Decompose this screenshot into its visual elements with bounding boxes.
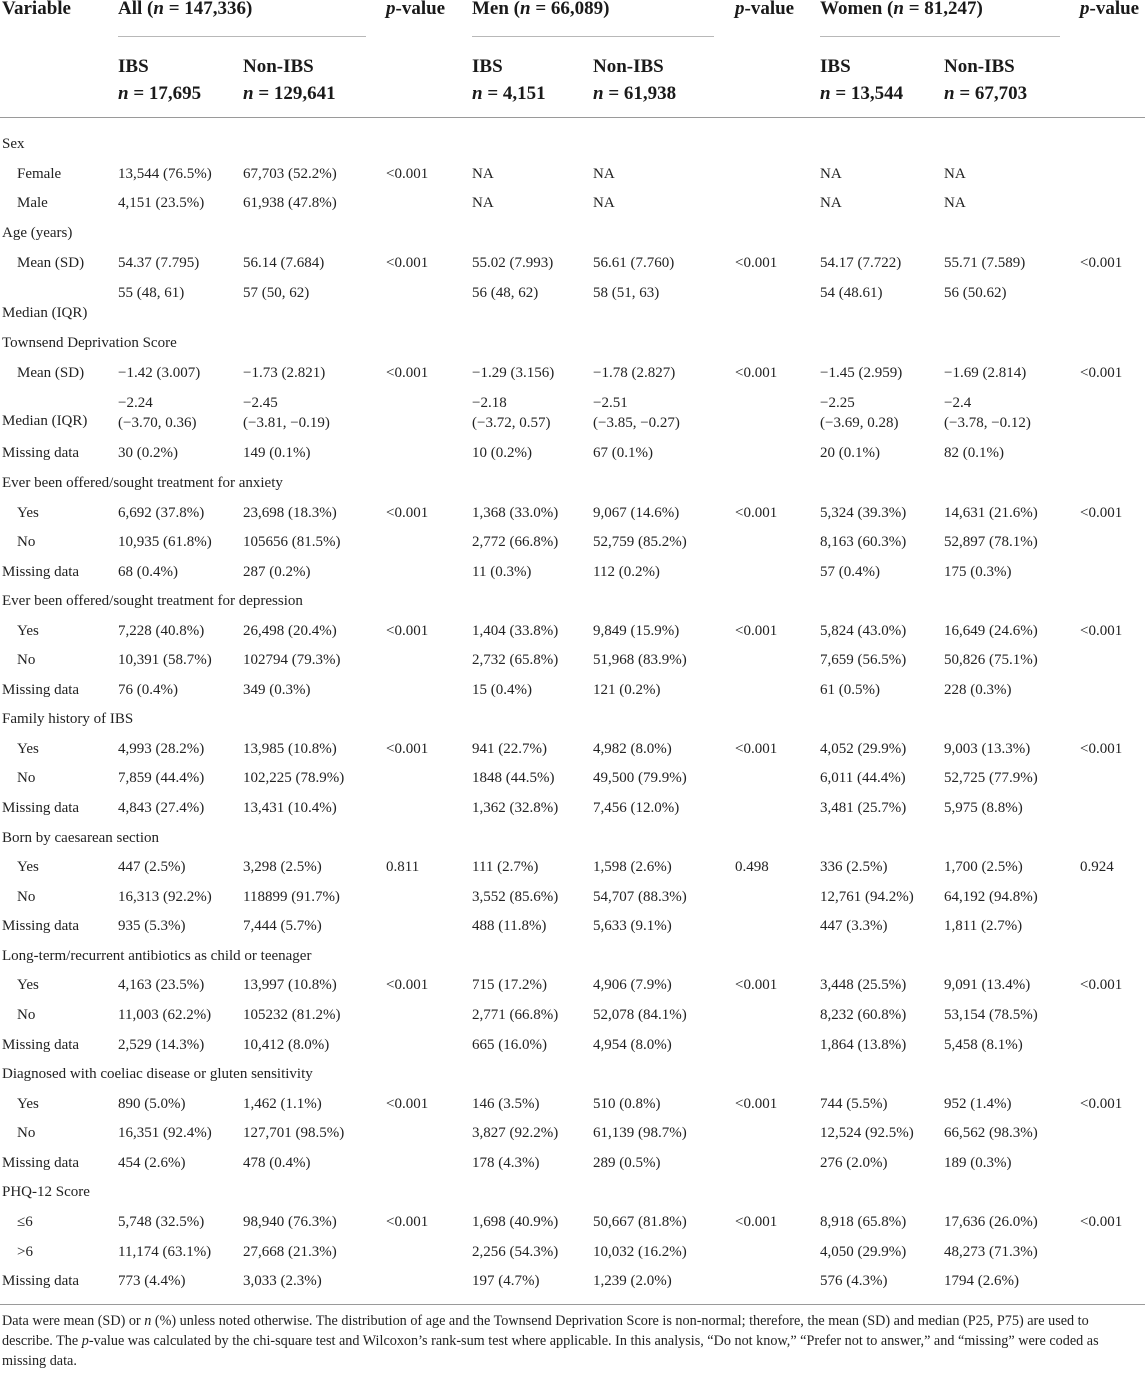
row-label: Missing data [2,800,80,816]
header-women: Women (n = 81,247) [820,0,983,19]
table-cell: 3,827 (92.2%) [472,1125,559,1141]
table-cell: 4,843 (27.4%) [118,800,205,816]
table-cell: 665 (16.0%) [472,1037,547,1053]
table-cell: 54 (48.61) [820,285,883,301]
p-value-cell: <0.001 [386,1096,429,1112]
table-cell: 56 (50.62) [944,285,1007,301]
table-cell: −1.78 (2.827) [593,365,676,381]
table-cell: 576 (4.3%) [820,1273,888,1289]
table-cell: (−3.81, −0.19) [243,415,330,431]
table-cell: 55 (48, 61) [118,285,185,301]
table-cell: NA [593,166,615,182]
table-cell: −1.69 (2.814) [944,365,1027,381]
p-value-cell: <0.001 [1080,1214,1123,1230]
row-label: >6 [17,1244,33,1260]
table-cell: 178 (4.3%) [472,1155,540,1171]
table-cell: 149 (0.1%) [243,445,311,461]
table-cell: 17,636 (26.0%) [944,1214,1038,1230]
table-cell: 941 (22.7%) [472,741,547,757]
table-cell: 1,598 (2.6%) [593,859,672,875]
table-cell: 66,562 (98.3%) [944,1125,1038,1141]
table-cell: 9,849 (15.9%) [593,623,680,639]
table-cell: 4,954 (8.0%) [593,1037,672,1053]
row-label: Mean (SD) [17,365,85,381]
table-cell: 228 (0.3%) [944,682,1012,698]
table-cell: 14,631 (21.6%) [944,505,1038,521]
table-cell: 4,993 (28.2%) [118,741,205,757]
table-cell: 52,759 (85.2%) [593,534,687,550]
table-cell: 102,225 (78.9%) [243,770,345,786]
table-cell: 13,985 (10.8%) [243,741,337,757]
table-cell: 127,701 (98.5%) [243,1125,345,1141]
table-cell: 20 (0.1%) [820,445,880,461]
table-cell: NA [472,166,494,182]
table-cell: 67,703 (52.2%) [243,166,337,182]
table-cell: 111 (2.7%) [472,859,539,875]
table-cell: 27,668 (21.3%) [243,1244,337,1260]
table-cell: −2.24 [118,395,153,411]
table-cell: NA [593,195,615,211]
table-cell: 5,748 (32.5%) [118,1214,205,1230]
p-value-cell: <0.001 [386,365,429,381]
table-cell: 13,431 (10.4%) [243,800,337,816]
table-cell: −2.18 [472,395,507,411]
p-value-cell: <0.001 [386,977,429,993]
table-cell: 68 (0.4%) [118,564,178,580]
table-cell: 1,462 (1.1%) [243,1096,322,1112]
table-cell: 55.71 (7.589) [944,255,1026,271]
row-label: Yes [17,1096,39,1112]
table-cell: 61,139 (98.7%) [593,1125,687,1141]
table-cell: 447 (3.3%) [820,918,888,934]
subheader-men-non-ibs: Non-IBS n = 61,938 [593,56,677,104]
table-cell: 52,897 (78.1%) [944,534,1038,550]
table-cell: 54.17 (7.722) [820,255,902,271]
row-label: Yes [17,859,39,875]
table-cell: 715 (17.2%) [472,977,547,993]
table-cell: 7,859 (44.4%) [118,770,205,786]
row-label: No [17,770,36,786]
table-cell: 5,324 (39.3%) [820,505,907,521]
table-cell: 13,997 (10.8%) [243,977,337,993]
table-cell: 2,256 (54.3%) [472,1244,559,1260]
row-label: Yes [17,623,39,639]
table-cell: 64,192 (94.8%) [944,889,1038,905]
row-label: Median (IQR) [2,413,88,429]
table-cell: 23,698 (18.3%) [243,505,337,521]
table-cell: 76 (0.4%) [118,682,178,698]
header-p-value-women: p-value [1080,0,1140,19]
table-cell: 56.14 (7.684) [243,255,325,271]
table-cell: 4,906 (7.9%) [593,977,672,993]
table-cell: 1794 (2.6%) [944,1273,1019,1289]
table-cell: 8,163 (60.3%) [820,534,907,550]
table-cell: 61 (0.5%) [820,682,880,698]
row-section-label: Ever been offered/sought treatment for depression [2,593,303,609]
table-cell: 57 (50, 62) [243,285,310,301]
table-cell: 16,351 (92.4%) [118,1125,212,1141]
group-underline-women [820,36,1060,37]
row-label: Male [17,195,48,211]
table-cell: 1,404 (33.8%) [472,623,559,639]
table-cell: 478 (0.4%) [243,1155,311,1171]
table-cell: (−3.78, −0.12) [944,415,1031,431]
table-cell: (−3.70, 0.36) [118,415,197,431]
table-cell: 7,659 (56.5%) [820,652,907,668]
table-cell: −1.29 (3.156) [472,365,555,381]
table-cell: 5,458 (8.1%) [944,1037,1023,1053]
p-value-cell: <0.001 [735,977,778,993]
p-value-cell: <0.001 [735,365,778,381]
table-cell: 935 (5.3%) [118,918,186,934]
header-p-value-men: p-value [735,0,795,19]
header-rule [0,117,1145,118]
p-value-cell: <0.001 [735,505,778,521]
row-section-label: Long-term/recurrent antibiotics as child or teenager [2,948,312,964]
table-cell: 82 (0.1%) [944,445,1004,461]
table-cell: 50,826 (75.1%) [944,652,1038,668]
table-cell: 4,982 (8.0%) [593,741,672,757]
table-cell: 890 (5.0%) [118,1096,186,1112]
table-cell: 349 (0.3%) [243,682,311,698]
row-label: Missing data [2,1037,80,1053]
table-cell: 54,707 (88.3%) [593,889,687,905]
table-cell: 4,163 (23.5%) [118,977,205,993]
table-cell: −1.42 (3.007) [118,365,201,381]
table-cell: 3,552 (85.6%) [472,889,559,905]
row-label: Missing data [2,1155,80,1171]
table-cell: 55.02 (7.993) [472,255,554,271]
table-cell: 8,918 (65.8%) [820,1214,907,1230]
header-variable: Variable [2,0,71,19]
row-label: Female [17,166,62,182]
subheader-all-non-ibs: Non-IBS n = 129,641 [243,56,336,104]
table-cell: 276 (2.0%) [820,1155,888,1171]
table-cell: 11,174 (63.1%) [118,1244,212,1260]
p-value-cell: <0.001 [1080,1096,1123,1112]
table-cell: 744 (5.5%) [820,1096,888,1112]
table-cell: 16,313 (92.2%) [118,889,212,905]
row-label: Missing data [2,682,80,698]
table-cell: 26,498 (20.4%) [243,623,337,639]
table-cell: 7,444 (5.7%) [243,918,322,934]
table-cell: 105656 (81.5%) [243,534,341,550]
table-cell: 10,412 (8.0%) [243,1037,330,1053]
subheader-women-non-ibs: Non-IBS n = 67,703 [944,56,1028,104]
table-cell: 67 (0.1%) [593,445,653,461]
table-cell: 4,151 (23.5%) [118,195,205,211]
footer-rule [0,1304,1145,1305]
table-cell: 6,011 (44.4%) [820,770,906,786]
table-cell: 10,032 (16.2%) [593,1244,687,1260]
row-label: Yes [17,977,39,993]
table-cell: 57 (0.4%) [820,564,880,580]
row-section-label: Townsend Deprivation Score [2,335,177,351]
p-value-cell: 0.498 [735,859,769,875]
row-section-label: PHQ-12 Score [2,1184,90,1200]
table-cell: −1.73 (2.821) [243,365,326,381]
table-cell: −1.45 (2.959) [820,365,903,381]
table-cell: 952 (1.4%) [944,1096,1012,1112]
table-cell: 2,772 (66.8%) [472,534,559,550]
table-cell: −2.4 [944,395,972,411]
p-value-cell: <0.001 [386,505,429,521]
table-cell: −2.51 [593,395,628,411]
table-cell: 9,091 (13.4%) [944,977,1031,993]
p-value-cell: <0.001 [386,623,429,639]
row-section-label: Age (years) [2,225,73,241]
table-cell: 1,811 (2.7%) [944,918,1023,934]
table-cell: (−3.85, −0.27) [593,415,680,431]
table-cell: 98,940 (76.3%) [243,1214,337,1230]
table-cell: (−3.69, 0.28) [820,415,899,431]
p-value-cell: <0.001 [1080,365,1123,381]
table-cell: 197 (4.7%) [472,1273,540,1289]
table-cell: 488 (11.8%) [472,918,547,934]
table-cell: 3,298 (2.5%) [243,859,322,875]
row-label: No [17,1125,36,1141]
group-underline-men [472,36,714,37]
table-cell: NA [472,195,494,211]
table-cell: 189 (0.3%) [944,1155,1012,1171]
table-cell: 7,456 (12.0%) [593,800,680,816]
table-cell: 3,033 (2.3%) [243,1273,322,1289]
row-label: Median (IQR) [2,305,88,321]
table-cell: 56 (48, 62) [472,285,539,301]
table-cell: 2,732 (65.8%) [472,652,559,668]
p-value-cell: <0.001 [386,1214,429,1230]
row-label: No [17,652,36,668]
table-cell: 58 (51, 63) [593,285,660,301]
table-cell: 5,824 (43.0%) [820,623,907,639]
table-cell: 61,938 (47.8%) [243,195,337,211]
table-cell: 50,667 (81.8%) [593,1214,687,1230]
p-value-cell: <0.001 [1080,977,1123,993]
table-cell: −2.45 [243,395,278,411]
table-cell: NA [820,195,842,211]
row-section-label: Ever been offered/sought treatment for anxiety [2,475,283,491]
table-cell: 4,052 (29.9%) [820,741,907,757]
table-cell: 30 (0.2%) [118,445,178,461]
table-cell: 11,003 (62.2%) [118,1007,212,1023]
row-label: Missing data [2,918,80,934]
table-cell: −2.25 [820,395,855,411]
table-cell: 6,692 (37.8%) [118,505,205,521]
table-cell: 146 (3.5%) [472,1096,540,1112]
table-cell: 48,273 (71.3%) [944,1244,1038,1260]
row-label: Missing data [2,564,80,580]
table-cell: 49,500 (79.9%) [593,770,687,786]
table-cell: 4,050 (29.9%) [820,1244,907,1260]
subheader-women-ibs: IBS n = 13,544 [820,56,904,104]
table-cell: 773 (4.4%) [118,1273,186,1289]
table-cell: 1,362 (32.8%) [472,800,559,816]
table-cell: 1848 (44.5%) [472,770,555,786]
p-value-cell: <0.001 [735,1096,778,1112]
p-value-cell: <0.001 [386,166,429,182]
p-value-cell: <0.001 [735,255,778,271]
table-cell: 336 (2.5%) [820,859,888,875]
table-cell: 3,448 (25.5%) [820,977,907,993]
subheader-men-ibs: IBS n = 4,151 [472,56,546,104]
header-men: Men (n = 66,089) [472,0,610,19]
table-cell: 51,968 (83.9%) [593,652,687,668]
row-label: No [17,1007,36,1023]
row-label: Yes [17,505,39,521]
table-cell: 16,649 (24.6%) [944,623,1038,639]
table-cell: 510 (0.8%) [593,1096,661,1112]
table-cell: 2,529 (14.3%) [118,1037,205,1053]
table-cell: 10,935 (61.8%) [118,534,212,550]
p-value-cell: <0.001 [1080,505,1123,521]
table-cell: 12,761 (94.2%) [820,889,914,905]
table-cell: 56.61 (7.760) [593,255,675,271]
p-value-cell: <0.001 [386,255,429,271]
row-label: Missing data [2,445,80,461]
table-cell: 52,725 (77.9%) [944,770,1038,786]
subheader-all-ibs: IBS n = 17,695 [118,56,202,104]
row-section-label: Born by caesarean section [2,830,160,846]
p-value-cell: <0.001 [735,741,778,757]
table-cell: 289 (0.5%) [593,1155,661,1171]
table-cell: 3,481 (25.7%) [820,800,907,816]
table-cell: 8,232 (60.8%) [820,1007,907,1023]
table-cell: 175 (0.3%) [944,564,1012,580]
table-cell: 5,975 (8.8%) [944,800,1023,816]
table-cell: 13,544 (76.5%) [118,166,212,182]
table-cell: 7,228 (40.8%) [118,623,205,639]
table-cell: (−3.72, 0.57) [472,415,551,431]
table-cell: 454 (2.6%) [118,1155,186,1171]
table-cell: 1,698 (40.9%) [472,1214,559,1230]
table-cell: 105232 (81.2%) [243,1007,341,1023]
table-cell: 1,239 (2.0%) [593,1273,672,1289]
table-cell: 54.37 (7.795) [118,255,200,271]
table-cell: 447 (2.5%) [118,859,186,875]
table-cell: 102794 (79.3%) [243,652,341,668]
row-label: Yes [17,741,39,757]
row-label: Mean (SD) [17,255,85,271]
table-cell: 118899 (91.7%) [243,889,340,905]
row-label: Missing data [2,1273,80,1289]
row-section-label: Family history of IBS [2,711,134,727]
row-section-label: Diagnosed with coeliac disease or gluten sensitivity [2,1066,313,1082]
p-value-cell: 0.924 [1080,859,1114,875]
table-cell: 15 (0.4%) [472,682,532,698]
table-cell: 287 (0.2%) [243,564,311,580]
row-label: No [17,889,36,905]
table-cell: NA [944,166,966,182]
p-value-cell: <0.001 [386,741,429,757]
table-cell: 112 (0.2%) [593,564,660,580]
table-cell: 5,633 (9.1%) [593,918,672,934]
table-cell: 1,864 (13.8%) [820,1037,907,1053]
header-all: All (n = 147,336) [118,0,253,19]
p-value-cell: <0.001 [735,1214,778,1230]
p-value-cell: <0.001 [1080,255,1123,271]
table-cell: 12,524 (92.5%) [820,1125,914,1141]
table-cell: 9,067 (14.6%) [593,505,680,521]
table-cell: 10 (0.2%) [472,445,532,461]
table-cell: NA [944,195,966,211]
row-label: ≤6 [17,1214,33,1230]
p-value-cell: 0.811 [386,859,420,875]
row-label: No [17,534,36,550]
table-cell: 52,078 (84.1%) [593,1007,687,1023]
header-p-value-all: p-value [386,0,446,19]
table-cell: 9,003 (13.3%) [944,741,1031,757]
table-cell: 121 (0.2%) [593,682,661,698]
group-underline-all [118,36,366,37]
table-cell: 11 (0.3%) [472,564,532,580]
table-cell: NA [820,166,842,182]
p-value-cell: <0.001 [735,623,778,639]
table-footnote: Data were mean (SD) or n (%) unless noted otherwise. The distribution of age and the Townsend Deprivation Score is non-normal; therefore, the mean (SD) and median (P25, P75) are used to describe. The p-value was calculated by the chi-square test and Wilcoxon’s rank-sum test where applicable. In this analysis, “Do not know,” “Prefer not to answer,” and “missing” were coded as missing data. [2,1313,1099,1369]
p-value-cell: <0.001 [1080,741,1123,757]
row-section-label: Sex [2,136,25,152]
table-cell: 1,700 (2.5%) [944,859,1023,875]
table-cell: 53,154 (78.5%) [944,1007,1038,1023]
table-cell: 10,391 (58.7%) [118,652,212,668]
p-value-cell: <0.001 [1080,623,1123,639]
table-cell: 2,771 (66.8%) [472,1007,559,1023]
table-cell: 1,368 (33.0%) [472,505,559,521]
